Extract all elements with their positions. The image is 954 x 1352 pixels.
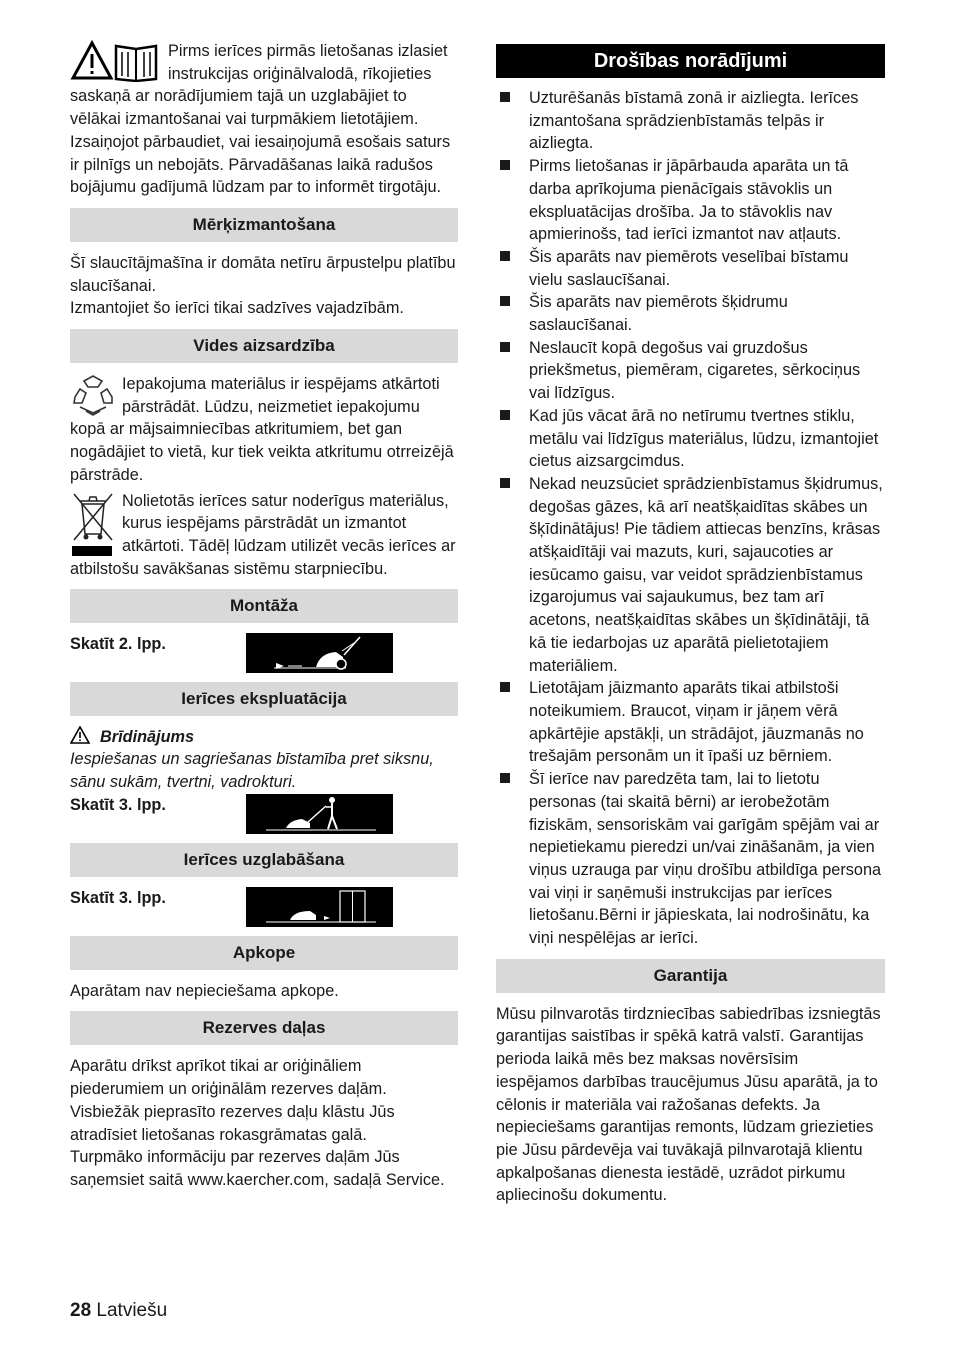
environment-paragraph-1: Iepakojuma materiālus ir iespējams atkārtoti pārstrādāt. Lūdzu, neizmetiet iepakojumu kopā ar mājsaimniecības atkritumiem, bet gan nogādājiet to vietā, kur tiek veikta atkritumu otrreizējā pārstrāde. bbox=[70, 375, 454, 484]
list-item-text: Uzturēšanās bīstamā zonā ir aizliegta. Ierīces izmantošana sprādzienbīstamās telpās ir aizliegta. bbox=[529, 89, 859, 153]
page-number: 28 bbox=[70, 1300, 92, 1321]
list-item-text: Nekad neuzsūciet sprādzienbīstamus šķidrumus, degošas gāzes, kā arī neatšķaidītas skābes un šķīdinātājus! Pie tādiem attiecas benzīns, krāsas atšķaidītāji vai mazuts, kuri, sajaucoties ar iesūcamo gaisu, var veidot sprādzienbīstamus izgarojumus vai sajaukumus, bez tam arī acetons, neatšķaidītas skābes un šķīdinātāji, tā kā tie iedarbojas uz aparātā pielietotajiem materiāliem. bbox=[529, 474, 883, 675]
operation-figure-icon bbox=[246, 794, 393, 834]
maintenance-paragraph: Aparātam nav nepieciešama apkope. bbox=[70, 981, 339, 1000]
intro-paragraph-1: Pirms ierīces pirmās lietošanas izlasiet instrukcijas oriģinālvalodā, rīkojieties saskaņā ar norādījumiem tajā un uzglabājiet to vēlākai izmantošanai vai turpmākiem lietotājiem. bbox=[70, 42, 448, 129]
operation-heading: Ierīces ekspluatācija bbox=[70, 682, 458, 716]
intro-paragraph-2: Izsaiņojot pārbaudiet, vai iesaiņojumā esošais saturs ir pilnīgs un nebojāts. Pārvadāšanas laikā radušos bojājumu gadījumā lūdzam par to informēt tirgotāju. bbox=[70, 132, 451, 197]
list-item-text: Šī ierīce nav paredzēta tam, lai to lietotu personas (tai skaitā bērni) ar ierobežotām fiziskām, sensoriskām vai garīgām spējām vai ar nepietiekamu pieredzi un/vai zināšanām, ja vien viņus uzrauga par viņu drošību atbildīga persona vai viņi ir saņēmuši instrukcijas par ierīces lietošanu.Bērni ir jāpieskata, lai nodrošinātu, ka viņi nespēlējas ar ierīci. bbox=[529, 770, 882, 948]
assembly-ref-row bbox=[70, 633, 458, 673]
environment-heading: Vides aizsardzība bbox=[70, 329, 458, 363]
right-column bbox=[496, 40, 885, 1207]
list-item bbox=[496, 87, 885, 155]
operation-page-ref: Skatīt 3. lpp. bbox=[70, 795, 166, 814]
purpose-paragraph-1: Šī slaucītājmašīna ir domāta netīru ārpustelpu platību slaucīšanai. bbox=[70, 253, 456, 295]
list-item bbox=[496, 405, 885, 473]
list-item-text: Lietotājam jāizmanto aparāts tikai atbilstoši noteikumiem. Braucot, viņam ir jāņem vērā apkārtējie apstākļi, un strādājot, jāuzmanās no trešajām personām un it īpaši uz bērniem. bbox=[529, 679, 864, 766]
warning-manual-icon bbox=[70, 40, 162, 82]
list-item-text: Pirms lietošanas ir jāpārbauda aparāta un tā darba aprīkojuma pienācīgais stāvoklis un ekspluatācijas drošība. Ja to stāvoklis nav apmierinošs, tad ierīci izmantot nav atļauts. bbox=[529, 157, 849, 244]
bullet-square-icon bbox=[496, 768, 529, 950]
disposal-block bbox=[70, 490, 458, 581]
environment-paragraph-2: Nolietotās ierīces satur noderīgus materiālus, kurus iespējams pārstrādāt un izmantot atkārtoti. Tādēļ lūdzam utilizēt vecās ierīces ar atbilstošu savākšanas sistēmu starpniecību. bbox=[70, 491, 456, 578]
bullet-square-icon bbox=[496, 405, 529, 473]
list-item-text: Neslaucīt kopā degošus vai gruzdošus priekšmetus, piemēram, cigaretes, sērkociņus vai līdzīgus. bbox=[529, 338, 861, 403]
storage-page-ref: Skatīt 3. lpp. bbox=[70, 888, 166, 907]
list-item bbox=[496, 473, 885, 677]
left-column bbox=[70, 40, 458, 1192]
warranty-heading: Garantija bbox=[496, 959, 885, 993]
assembly-figure-icon bbox=[246, 633, 393, 673]
recycle-icon bbox=[70, 373, 116, 417]
safety-heading: Drošības norādījumi bbox=[496, 44, 885, 78]
recycling-block bbox=[70, 373, 458, 487]
assembly-heading: Montāža bbox=[70, 589, 458, 623]
list-item bbox=[496, 337, 885, 405]
assembly-page-ref: Skatīt 2. lpp. bbox=[70, 635, 166, 654]
list-item-text: Šis aparāts nav piemērots veselībai bīstamu vielu saslaucīšanai. bbox=[529, 247, 849, 289]
storage-figure-icon bbox=[246, 887, 393, 927]
bullet-square-icon bbox=[496, 291, 529, 336]
operation-warning bbox=[70, 726, 458, 793]
purpose-heading: Mērķizmantošana bbox=[70, 208, 458, 242]
intro-section bbox=[70, 40, 458, 199]
maintenance-heading: Apkope bbox=[70, 936, 458, 970]
crossed-bin-icon bbox=[70, 490, 116, 558]
spares-heading: Rezerves daļas bbox=[70, 1011, 458, 1045]
page-footer bbox=[70, 1300, 167, 1322]
footer-language: Latviešu bbox=[96, 1300, 168, 1321]
spares-paragraph-3: Turpmāko informāciju par rezerves daļām Jūs saņemsiet saitā www.kaercher.com, sadaļā Service. bbox=[70, 1148, 445, 1189]
warning-triangle-icon bbox=[70, 726, 92, 744]
list-item bbox=[496, 291, 885, 336]
bullet-square-icon bbox=[496, 246, 529, 291]
list-item bbox=[496, 246, 885, 291]
list-item-text: Kad jūs vācat ārā no netīrumu tvertnes stiklu, metālu vai līdzīgus materiālus, lūdzu, izmantojiet cietus aizsargcimdus. bbox=[529, 406, 879, 471]
warranty-paragraph: Mūsu pilnvarotās tirdzniecības sabiedrības izsniegtās garantijas saistības ir spēkā katrā valstī. Garantijas perioda laikā mēs bez maksas novērsīsim iespējamos darbības traucējumus Jūsu aparātā, ja to cēlonis ir materiāla vai ražošanas defekts. Ja nepieciešams garantijas remonts, lūdzam griezieties pie Jūsu pārdevēja vai tuvākajā pilnvarotajā klientu apkalpošanas dienesta iestādē, uzrādot pirkumu apliecinošu dokumentu. bbox=[496, 1004, 881, 1205]
bullet-square-icon bbox=[496, 677, 529, 768]
bullet-square-icon bbox=[496, 155, 529, 246]
bullet-square-icon bbox=[496, 337, 529, 405]
list-item bbox=[496, 677, 885, 768]
storage-ref-row bbox=[70, 887, 458, 927]
warning-text: Iespiešanas un sagriešanas bīstamība pret siksnu, sānu sukām, tvertni, vadrokturi. bbox=[70, 750, 434, 792]
warning-title: Brīdinājums bbox=[100, 728, 195, 747]
operation-ref-row bbox=[70, 794, 458, 834]
warning-title-row bbox=[70, 726, 458, 748]
list-item bbox=[496, 768, 885, 950]
list-item bbox=[496, 155, 885, 246]
purpose-paragraph-2: Izmantojiet šo ierīci tikai sadzīves vajadzībām. bbox=[70, 299, 404, 318]
bullet-square-icon bbox=[496, 87, 529, 155]
bullet-square-icon bbox=[496, 473, 529, 677]
storage-heading: Ierīces uzglabāšana bbox=[70, 843, 458, 877]
list-item-text: Šis aparāts nav piemērots šķidrumu saslaucīšanai. bbox=[529, 293, 788, 335]
spares-paragraph-1: Aparātu drīkst aprīkot tikai ar oriģināliem piederumiem un oriģinālām rezerves daļām. bbox=[70, 1057, 387, 1099]
spares-paragraph-2: Visbiežāk pieprasīto rezerves daļu klāstu Jūs atradīsiet lietošanas rokasgrāmatas galā. bbox=[70, 1102, 395, 1144]
safety-list bbox=[496, 87, 885, 950]
